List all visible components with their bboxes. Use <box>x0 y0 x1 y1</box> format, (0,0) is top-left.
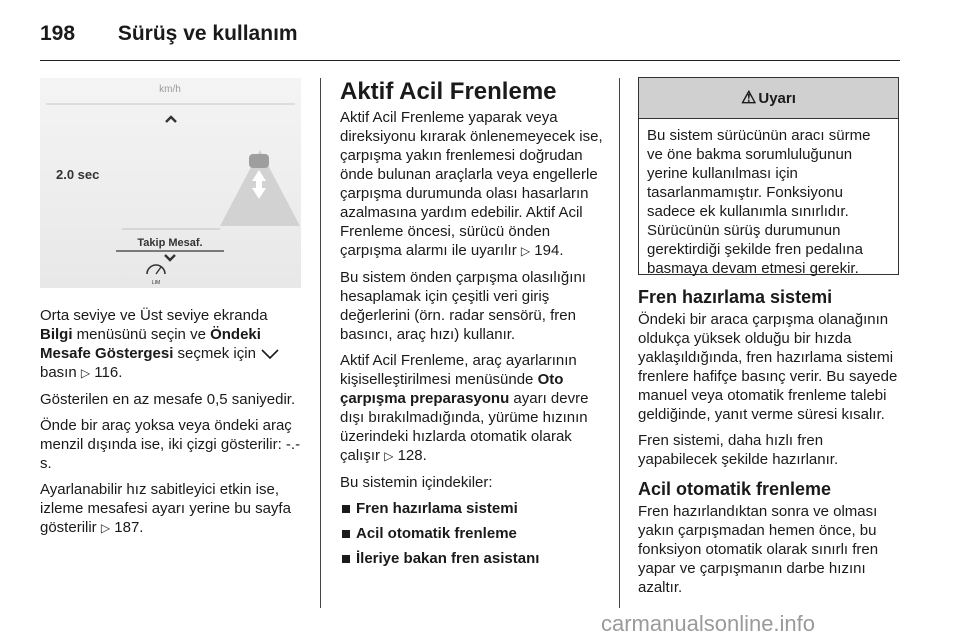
list-item: Acil otomatik frenleme <box>340 524 604 543</box>
bullet-square-icon <box>342 530 350 538</box>
page-ref: 187. <box>114 519 144 536</box>
bullet-square-icon <box>342 505 350 513</box>
column-divider-left <box>320 78 321 608</box>
instruction-paragraph: Orta seviye ve Üst seviye ekranda Bilgi menüsünü seçin ve Öndeki Mesafe Göstergesi seçmek için basın ▷ 116. <box>40 306 304 383</box>
speed-limiter-icon <box>147 265 165 286</box>
min-distance-paragraph: Gösterilen en az mesafe 0,5 saniyedir. <box>40 391 296 408</box>
right-column <box>638 287 900 604</box>
contents-intro: Bu sistemin içindekiler: <box>340 474 493 491</box>
vehicle-ahead-icon <box>220 150 300 226</box>
auto-braking-heading: Acil otomatik frenleme <box>638 479 832 499</box>
speed-unit-label: km/h <box>159 84 181 95</box>
time-gap-value: 2.0 sec <box>56 167 100 182</box>
page-ref-arrow-icon: ▷ <box>520 244 531 258</box>
settings-paragraph: Aktif Acil Frenleme, araç ayarlarının kişiselleştirilmesi menüsünde Oto çarpışma preparasyonu ayarı devre dışı bırakılmadığında, yürüme hızının üzerindeki hızlarda otomatik olarak çalışır ▷ 128. <box>340 352 589 464</box>
page-ref-arrow-icon: ▷ <box>80 366 91 380</box>
menu-label: Takip Mesaf. <box>137 237 203 249</box>
page-ref-arrow-icon: ▷ <box>100 521 111 535</box>
middle-column <box>340 78 604 574</box>
page-header <box>40 22 298 46</box>
bullet-square-icon <box>342 555 350 563</box>
warning-box <box>638 77 899 275</box>
chevron-down-icon <box>260 348 280 360</box>
brake-prep-heading: Fren hazırlama sistemi <box>638 287 833 307</box>
instrument-display-graphic <box>40 78 301 288</box>
auto-braking-paragraph: Fren hazırlandıktan sonra ve olması yakın çarpışmadan hemen önce, bu fonksiyon otomatik olarak sınırlı fren yapar ve çarpışmanın darbe hızını azaltır. <box>638 503 879 596</box>
section-heading: Aktif Acil Frenleme <box>340 78 557 105</box>
intro-paragraph: Aktif Acil Frenleme yaparak veya direksiyonu kırarak önlenemeyecek ise, çarpışma yakın frenlemesi doğrudan önde bulunan araçlarla veya engellerle çarpışma durumunda olası hasarların azalmasına yardım edebilir. Aktif Acil Frenleme öncesi, sürücü önden çarpışma alarmı ile uyarılır ▷ 194. <box>340 109 603 259</box>
list-item: İleriye bakan fren asistanı <box>340 549 604 568</box>
cruise-control-paragraph: Ayarlanabilir hız sabitleyici etkin ise, izleme mesafesi ayarı yerine bu sayfa gösterilir ▷ 187. <box>40 481 291 536</box>
page-ref-arrow-icon: ▷ <box>384 449 394 463</box>
brake-prep-paragraph: Öndeki bir araca çarpışma olanağının oldukça yüksek olduğu bir hızda yaklaşıldığında, fren hazırlama sistemi frenlere hafifçe basınç verir. Bu sayede manuel veya otomatik frenleme talebi geldiğinde, yanıt verme süresi kısalır. <box>638 311 898 423</box>
warning-title: Uyarı <box>758 89 796 107</box>
chevron-down-icon <box>165 255 175 260</box>
left-column <box>40 306 304 545</box>
page-ref: 128. <box>397 447 427 464</box>
list-item: Fren hazırlama sistemi <box>340 499 604 518</box>
distance-display-illustration <box>40 78 301 288</box>
warning-triangle-icon: ⚠ <box>741 88 757 107</box>
page-ref: 194. <box>534 242 564 259</box>
warning-text: Bu sistem sürücünün aracı sürme ve öne bakma sorumluluğunun yerine kullanılması için tasarlanmamıştır. Fonksiyonu sadece ek kullanımla sınırlıdır. Sürücünün sürüş durumunun gerektirdiği şekilde fren pedalına basmaya devam etmesi gerekir. <box>647 127 871 277</box>
header-rule <box>40 60 900 61</box>
brake-prep-paragraph-2: Fren sistemi, daha hızlı fren yapabilecek şekilde hazırlanır. <box>638 432 839 468</box>
chevron-up-icon <box>166 117 176 122</box>
sensor-paragraph: Bu sistem önden çarpışma olasılığını hesaplamak için çeşitli veri giriş değerlerini (örn. radar sensörü, fren basıncı, araç hızı) kullanır. <box>340 269 586 343</box>
speed-limiter-label: LIM <box>151 280 161 286</box>
warning-header <box>639 78 898 119</box>
watermark: carmanualsonline.info <box>601 611 816 636</box>
page-number: 198 <box>40 22 76 45</box>
no-vehicle-paragraph: Önde bir araç yoksa veya öndeki araç menzil dışında ise, iki çizgi gösterilir: -.- s. <box>40 417 301 472</box>
section-title: Sürüş ve kullanım <box>117 22 298 45</box>
page-ref: 116. <box>94 364 123 381</box>
column-divider-right <box>619 78 620 608</box>
